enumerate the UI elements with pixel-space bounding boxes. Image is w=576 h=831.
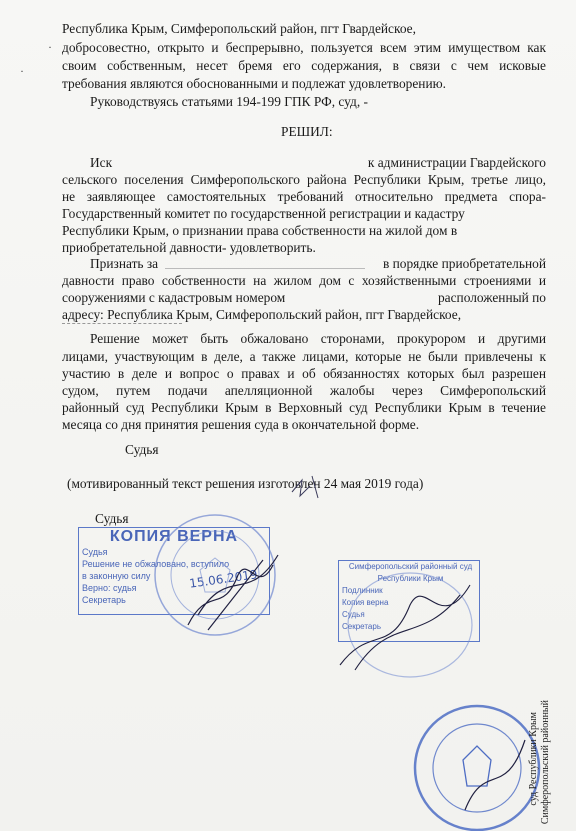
motivated-note: (мотивированный текст решения изготовлен 24 мая 2019 года) [67,476,424,491]
stamp-row: в законную силу [82,571,151,581]
text-line: судом, путем подачи апелляционной жалобы через Симферопольский [62,383,546,398]
stamp-row: Секретарь [342,622,381,631]
judge-label: Судья [125,442,159,457]
recognize-line-1 [62,255,546,272]
seal-side-text: Симферопольский районный [540,700,551,825]
seal-side-text: суд Республики Крым [528,712,539,806]
stamp-row: Решение не обжаловано, вступило [82,559,230,569]
round-seal-icon [405,690,545,831]
claim-start: Иск [90,155,113,170]
text-line: не заявляющее самостоятельных требований относительно предмета спора- [62,189,546,204]
margin-mark: · [20,64,24,78]
text-line: адресу: Республика Крым, Симферопольский район, пгт Гвардейское, [62,307,462,322]
margin-mark: · [48,40,52,54]
text-line: сельского поселения Симферопольского района Республики Крым, третье лицо, [62,172,546,187]
redacted-name [165,257,365,269]
text-line: своим собственным, несет бремя его содержания, в связи с чем исковые [62,58,546,73]
stamp-row: Симферопольский районный суд [348,562,473,571]
signature-scribble [178,545,288,635]
handwritten-date: 15.06.2019 [188,567,259,591]
text-line: добросовестно, открыто и беспрерывно, пользуется всем этим имуществом как [62,40,546,55]
court-seal-icon [330,565,480,680]
text-line: месяца со дня принятия решения суда в окончательной форме. [62,417,420,432]
stamp-row: Верно: судья [82,583,137,593]
text-line: Республики Крым, о признании права собственности на жилой дом в [62,223,458,238]
text-line: Государственный комитет по государственной регистрации и кадастру [62,206,465,221]
stamp-row: Судья [342,610,365,619]
claim-line-1 [62,154,546,171]
recognize-end: в порядке приобретательной [382,256,546,271]
text-line: требования являются обоснованными и подлежат удовлетворению. [62,76,446,91]
text-line: лицами, участвующим в деле, а также лицами, которые не были привлечены к [62,349,546,364]
text-line: Решение может быть обжаловано сторонами, прокурором и другими [90,331,546,346]
stamp-row: Республики Крым [377,574,444,583]
text-line: приобретательной давности- удовлетворить. [62,240,316,255]
stamp-row: Копия верна [342,598,389,607]
stamp-row: Судья [82,547,108,557]
text-line: участию в деле и вопрос о правах и об обязанностях которых был разрешен [62,366,546,381]
judge-label: Судья [95,511,129,526]
resolution-heading: РЕШИЛ: [281,124,333,139]
cut-line [62,323,182,327]
stamp-row: Секретарь [82,595,126,605]
stamp-title: КОПИЯ ВЕРНА [109,528,239,545]
recognize-l3-start: сооружениями с кадастровым номером [62,290,286,305]
text-line: давности право собственности на жилом дом с хозяйственными строениями и [62,273,546,288]
stamp-row: Подлинник [342,586,383,595]
claim-end: к администрации Гвардейского [367,155,546,170]
recognize-start: Признать за [90,256,159,271]
signature-mark [288,470,328,502]
recognize-line-3 [62,289,546,306]
text-line: районный суд Республики Крым в Верховный суд Республики Крым в течение [62,400,546,415]
recognize-l3-end: расположенный по [437,290,546,305]
text-line: Республика Крым, Симферопольский район, пгт Гвардейское, [62,21,416,36]
text-line: Руководствуясь статьями 194-199 ГПК РФ, суд, - [90,94,369,109]
